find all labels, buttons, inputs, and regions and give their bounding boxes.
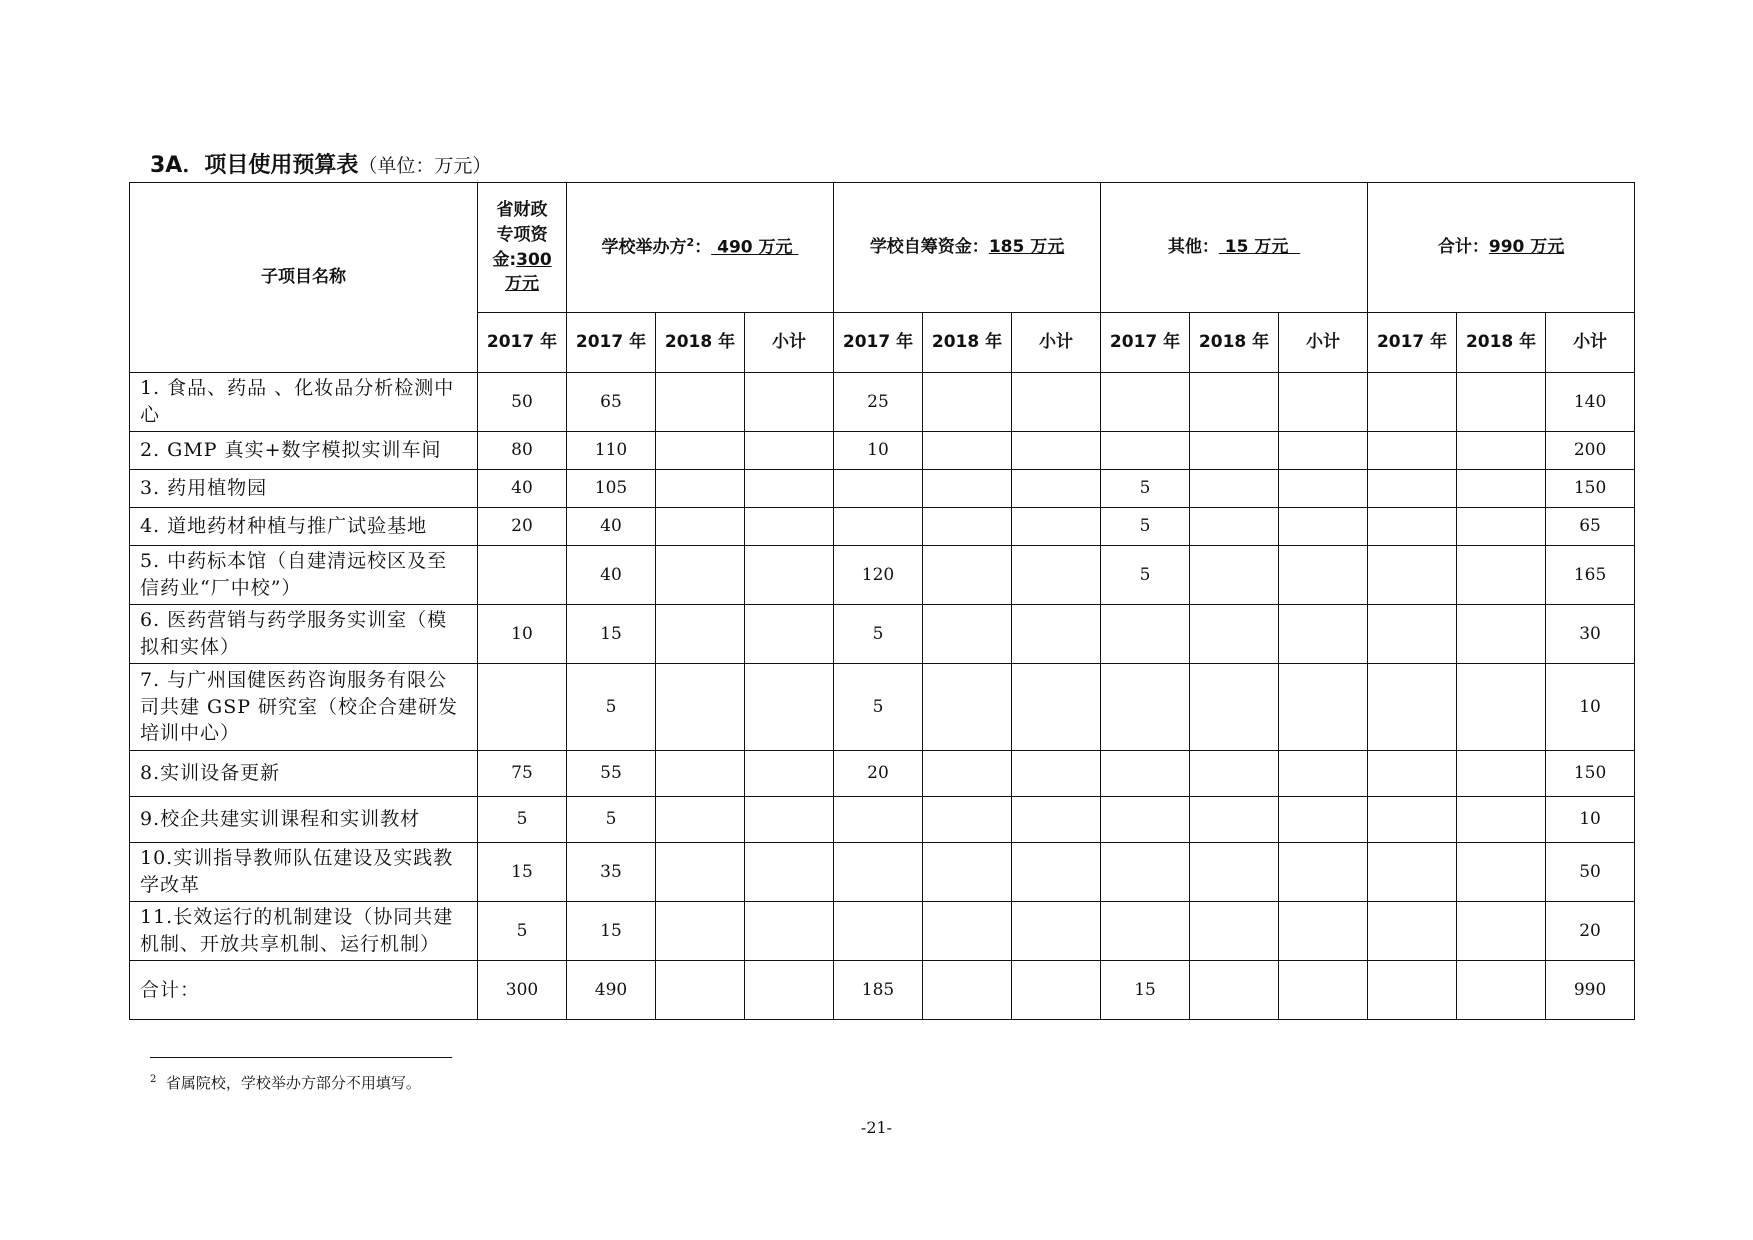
table-cell: [1368, 843, 1457, 902]
table-cell: [1368, 432, 1457, 470]
row-name: 10.实训指导教师队伍建设及实践教学改革: [130, 843, 478, 902]
table-cell: [656, 470, 745, 508]
title-unit: （单位：万元）: [358, 155, 492, 177]
subheader-cell: 2017 年: [478, 313, 567, 373]
table-cell: [1457, 664, 1546, 751]
table-row: [130, 373, 1635, 432]
header-self-raised-label: 学校自筹资金：: [869, 237, 989, 258]
table-cell: [1190, 508, 1279, 546]
table-cell: 5: [1101, 546, 1190, 605]
row-name: 合计：: [130, 961, 478, 1020]
table-cell: [1457, 902, 1546, 961]
header-prov-line4: 万元: [505, 274, 539, 295]
table-cell: [1368, 902, 1457, 961]
table-cell: [745, 373, 834, 432]
table-cell: 80: [478, 432, 567, 470]
table-cell: [923, 605, 1012, 664]
subheader-cell: 2017 年: [567, 313, 656, 373]
table-cell: 120: [834, 546, 923, 605]
table-cell: [923, 546, 1012, 605]
table-cell: 105: [567, 470, 656, 508]
table-cell: [1368, 797, 1457, 843]
table-cell: 5: [834, 664, 923, 751]
table-cell: 200: [1546, 432, 1635, 470]
table-cell: [1012, 902, 1101, 961]
table-cell: 300: [478, 961, 567, 1020]
table-cell: [1279, 664, 1368, 751]
table-row: [130, 605, 1635, 664]
table-title: [150, 148, 491, 179]
table-cell: [1457, 751, 1546, 797]
table-cell: [1457, 546, 1546, 605]
table-cell: [1190, 605, 1279, 664]
row-name: 4. 道地药材种植与推广试验基地: [130, 508, 478, 546]
header-row-1: [130, 183, 1635, 313]
table-cell: [1279, 508, 1368, 546]
table-cell: [834, 843, 923, 902]
header-prov-line3: [484, 248, 560, 273]
table-cell: [1368, 546, 1457, 605]
page-number: -21-: [860, 1118, 893, 1137]
footnote: [150, 1072, 421, 1093]
header-provincial-fund: [478, 183, 567, 313]
row-name: 7. 与广州国健医药咨询服务有限公司共建 GSP 研究室（校企合建研发培训中心）: [130, 664, 478, 751]
subheader-cell: 2018 年: [923, 313, 1012, 373]
table-cell: [1368, 961, 1457, 1020]
table-cell: [1279, 432, 1368, 470]
table-cell: [656, 664, 745, 751]
table-cell: [1012, 432, 1101, 470]
table-cell: [923, 432, 1012, 470]
subheader-cell: 小计: [1279, 313, 1368, 373]
header-total-amount: 990 万元: [1488, 237, 1565, 258]
table-cell: 5: [567, 664, 656, 751]
table-row: [130, 902, 1635, 961]
subheader-cell: 2018 年: [656, 313, 745, 373]
table-cell: [1101, 605, 1190, 664]
subheader-cell: 2017 年: [834, 313, 923, 373]
table-cell: [1190, 797, 1279, 843]
budget-table: [129, 182, 1635, 1020]
table-cell: [1101, 432, 1190, 470]
table-cell: [1190, 902, 1279, 961]
table-cell: [923, 843, 1012, 902]
table-cell: [745, 797, 834, 843]
table-cell: [1190, 664, 1279, 751]
row-name: 9.校企共建实训课程和实训教材: [130, 797, 478, 843]
table-cell: [923, 902, 1012, 961]
table-cell: [1101, 843, 1190, 902]
table-cell: 50: [478, 373, 567, 432]
table-cell: 25: [834, 373, 923, 432]
table-cell: [1279, 902, 1368, 961]
table-cell: 35: [567, 843, 656, 902]
table-cell: 40: [567, 508, 656, 546]
table-cell: 55: [567, 751, 656, 797]
table-cell: 490: [567, 961, 656, 1020]
table-cell: 15: [567, 605, 656, 664]
header-prov-line1: 省财政: [496, 200, 548, 221]
table-cell: [834, 470, 923, 508]
table-row: [130, 843, 1635, 902]
header-school-sponsor: [567, 183, 834, 313]
table-cell: [1457, 605, 1546, 664]
subheader-cell: 2017 年: [1368, 313, 1457, 373]
table-cell: [923, 751, 1012, 797]
header-prov-amount: 300: [516, 249, 552, 270]
table-cell: [1279, 605, 1368, 664]
header-other: [1101, 183, 1368, 313]
table-cell: 10: [1546, 797, 1635, 843]
table-cell: 40: [567, 546, 656, 605]
table-cell: [1012, 751, 1101, 797]
table-cell: [1457, 373, 1546, 432]
table-cell: [1190, 961, 1279, 1020]
table-cell: 185: [834, 961, 923, 1020]
table-cell: [656, 508, 745, 546]
table-cell: [1012, 373, 1101, 432]
table-cell: [1457, 843, 1546, 902]
header-school-sponsor-amount: 490 万元: [711, 237, 799, 258]
table-cell: [923, 373, 1012, 432]
table-cell: [1101, 797, 1190, 843]
table-row: [130, 664, 1635, 751]
table-cell: [1368, 664, 1457, 751]
subheader-cell: 小计: [745, 313, 834, 373]
title-text: 3A．项目使用预算表: [150, 153, 359, 178]
table-cell: [656, 902, 745, 961]
table-cell: [1012, 843, 1101, 902]
table-cell: [656, 797, 745, 843]
table-cell: [1012, 664, 1101, 751]
table-cell: [656, 751, 745, 797]
table-row: [130, 961, 1635, 1020]
table-cell: [1368, 605, 1457, 664]
table-cell: 10: [1546, 664, 1635, 751]
table-cell: 40: [478, 470, 567, 508]
table-cell: 5: [567, 797, 656, 843]
header-total-label: 合计：: [1437, 237, 1489, 258]
table-cell: [1190, 546, 1279, 605]
row-name: 1. 食品、药品 、化妆品分析检测中心: [130, 373, 478, 432]
table-cell: [745, 508, 834, 546]
table-cell: [923, 961, 1012, 1020]
table-cell: [1457, 470, 1546, 508]
table-cell: [1012, 605, 1101, 664]
table-cell: 5: [478, 797, 567, 843]
footnote-ref: 2: [686, 235, 695, 249]
table-cell: [1190, 751, 1279, 797]
table-cell: 140: [1546, 373, 1635, 432]
footnote-marker: 2: [150, 1074, 157, 1085]
header-other-amount: 15 万元: [1218, 237, 1301, 258]
table-cell: 5: [1101, 508, 1190, 546]
table-cell: [745, 961, 834, 1020]
table-cell: [656, 546, 745, 605]
table-row: [130, 508, 1635, 546]
table-cell: 20: [478, 508, 567, 546]
table-cell: 990: [1546, 961, 1635, 1020]
table-cell: [1012, 508, 1101, 546]
table-cell: 5: [478, 902, 567, 961]
header-other-label: 其他：: [1167, 237, 1219, 258]
table-cell: [745, 751, 834, 797]
header-school-sponsor-colon: ：: [694, 237, 712, 258]
table-cell: [1101, 751, 1190, 797]
table-cell: [1279, 751, 1368, 797]
table-cell: [478, 546, 567, 605]
table-cell: 65: [567, 373, 656, 432]
header-prov-label: 金:: [492, 249, 517, 270]
table-cell: [745, 902, 834, 961]
row-name: 8.实训设备更新: [130, 751, 478, 797]
subheader-cell: 2018 年: [1457, 313, 1546, 373]
table-cell: 15: [478, 843, 567, 902]
table-cell: 5: [834, 605, 923, 664]
table-cell: [1012, 546, 1101, 605]
subheader-cell: 2018 年: [1190, 313, 1279, 373]
row-name: 11.长效运行的机制建设（协同共建机制、开放共享机制、运行机制）: [130, 902, 478, 961]
row-name: 3. 药用植物园: [130, 470, 478, 508]
row-name: 5. 中药标本馆（自建清远校区及至信药业“厂中校”）: [130, 546, 478, 605]
table-cell: [834, 508, 923, 546]
table-cell: [1190, 373, 1279, 432]
table-cell: 20: [1546, 902, 1635, 961]
header-name: 子项目名称: [130, 183, 478, 373]
table-cell: [1457, 432, 1546, 470]
footnote-text: 省属院校，学校举办方部分不用填写。: [165, 1074, 421, 1092]
table-cell: [1368, 470, 1457, 508]
table-cell: [745, 605, 834, 664]
table-cell: 75: [478, 751, 567, 797]
table-cell: 15: [1101, 961, 1190, 1020]
table-cell: [656, 605, 745, 664]
table-cell: 30: [1546, 605, 1635, 664]
table-cell: [656, 961, 745, 1020]
table-cell: 65: [1546, 508, 1635, 546]
table-cell: 150: [1546, 751, 1635, 797]
table-cell: 165: [1546, 546, 1635, 605]
table-cell: 50: [1546, 843, 1635, 902]
table-cell: [1190, 470, 1279, 508]
header-total: [1368, 183, 1635, 313]
table-cell: [1279, 470, 1368, 508]
header-self-raised: [834, 183, 1101, 313]
row-name: 6. 医药营销与药学服务实训室（模拟和实体）: [130, 605, 478, 664]
table-cell: [1101, 664, 1190, 751]
table-cell: 110: [567, 432, 656, 470]
table-cell: [478, 664, 567, 751]
table-cell: [1368, 508, 1457, 546]
table-cell: 20: [834, 751, 923, 797]
table-cell: [745, 664, 834, 751]
table-cell: [1279, 961, 1368, 1020]
table-cell: [656, 432, 745, 470]
table-cell: [656, 373, 745, 432]
table-row: [130, 432, 1635, 470]
table-cell: [1012, 961, 1101, 1020]
table-cell: [1368, 373, 1457, 432]
header-prov-line2: 专项资: [496, 224, 548, 245]
table-cell: [745, 843, 834, 902]
table-cell: [1457, 797, 1546, 843]
table-cell: [1457, 961, 1546, 1020]
table-cell: 15: [567, 902, 656, 961]
table-cell: [1190, 432, 1279, 470]
table-cell: 5: [1101, 470, 1190, 508]
header-self-raised-amount: 185 万元: [988, 237, 1065, 258]
table-cell: [745, 432, 834, 470]
table-cell: [1012, 470, 1101, 508]
table-cell: [1101, 902, 1190, 961]
subheader-cell: 小计: [1012, 313, 1101, 373]
table-cell: [1279, 373, 1368, 432]
table-cell: [745, 546, 834, 605]
table-cell: [1279, 797, 1368, 843]
table-cell: [1012, 797, 1101, 843]
table-row: [130, 546, 1635, 605]
table-cell: [1279, 843, 1368, 902]
table-cell: [1190, 843, 1279, 902]
table-cell: [1457, 508, 1546, 546]
table-cell: [923, 797, 1012, 843]
table-cell: [1368, 751, 1457, 797]
table-row: [130, 797, 1635, 843]
table-cell: [1101, 373, 1190, 432]
table-cell: [834, 902, 923, 961]
table-row: [130, 470, 1635, 508]
table-cell: [923, 508, 1012, 546]
subheader-cell: 小计: [1546, 313, 1635, 373]
table-cell: [1279, 546, 1368, 605]
footnote-separator: [150, 1057, 452, 1058]
row-name: 2. GMP 真实+数字模拟实训车间: [130, 432, 478, 470]
table-cell: 150: [1546, 470, 1635, 508]
subheader-cell: 2017 年: [1101, 313, 1190, 373]
table-cell: 10: [478, 605, 567, 664]
table-cell: [656, 843, 745, 902]
table-cell: [923, 470, 1012, 508]
table-row: [130, 751, 1635, 797]
header-school-sponsor-label: 学校举办方: [601, 237, 687, 258]
table-cell: [834, 797, 923, 843]
table-cell: 10: [834, 432, 923, 470]
table-cell: [923, 664, 1012, 751]
table-cell: [745, 470, 834, 508]
